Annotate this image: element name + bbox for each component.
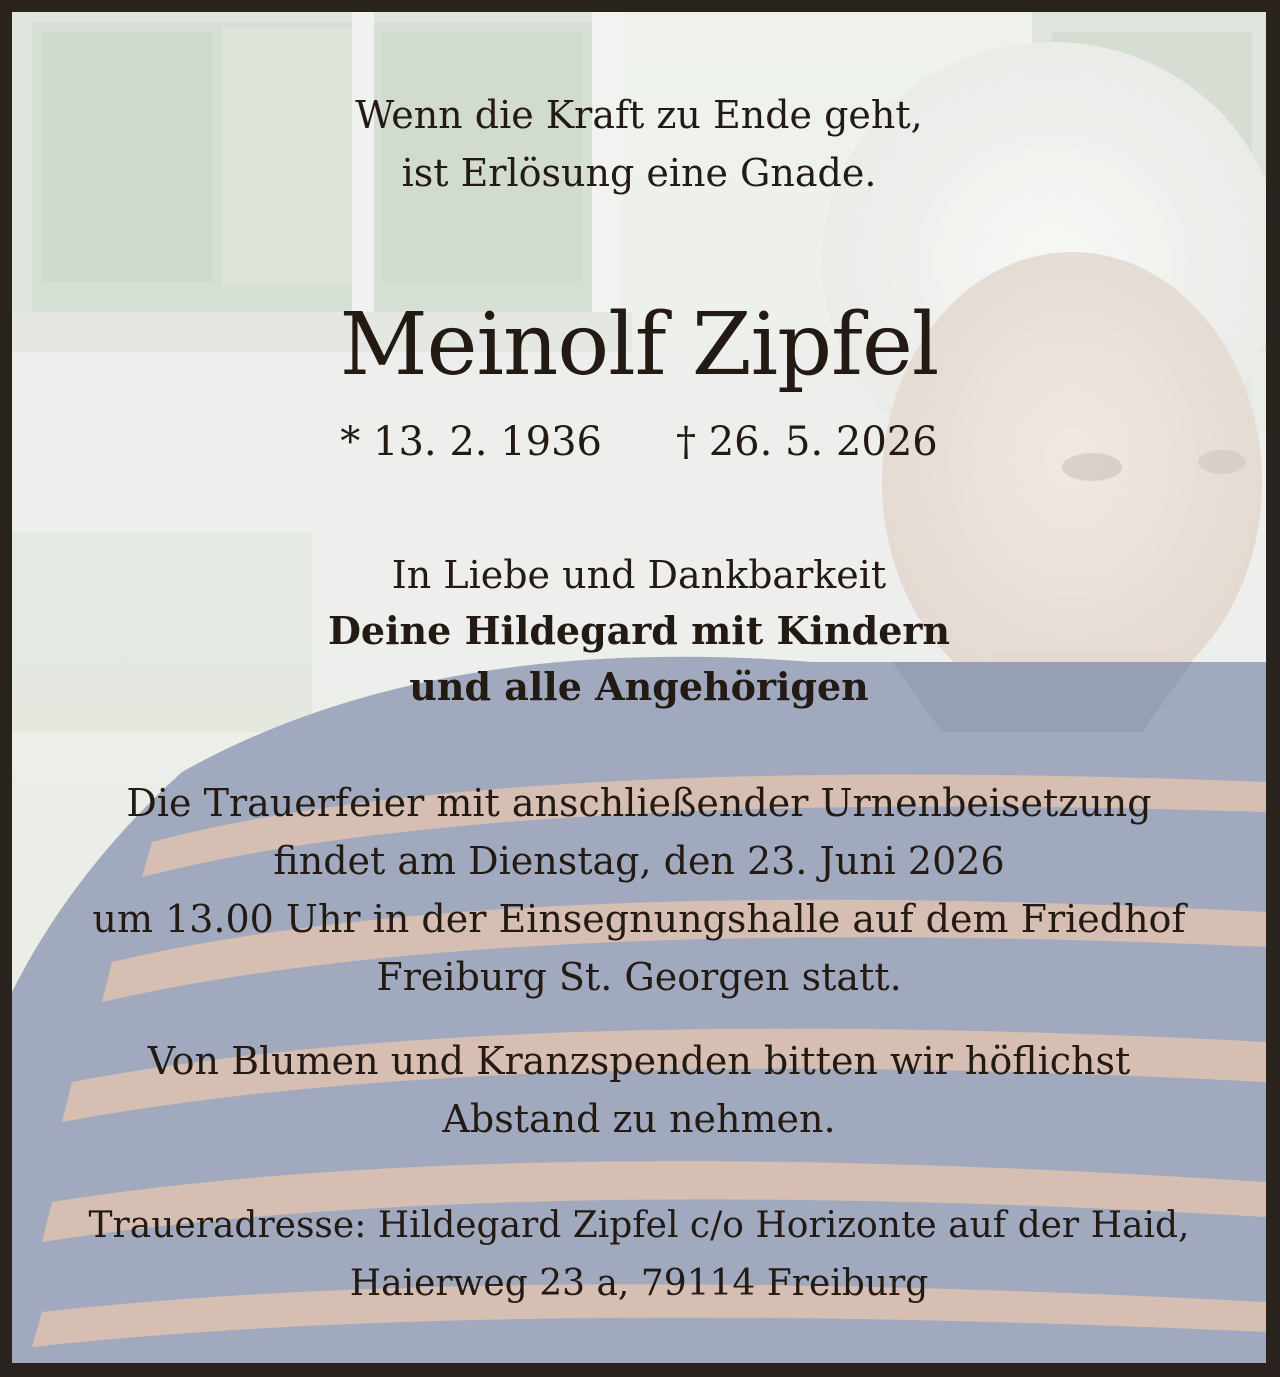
address-line-2: Haierweg 23 a, 79114 Freiburg [349, 1263, 929, 1304]
service-line-1: Die Trauerfeier mit anschließender Urnenbeisetzung [126, 781, 1152, 825]
death-date: † 26. 5. 2026 [676, 419, 938, 465]
flowers-line-1: Von Blumen und Kranzspenden bitten wir höflichst [147, 1039, 1131, 1083]
address-line-1: Traueradresse: Hildegard Zipfel c/o Horizonte auf der Haid, [88, 1205, 1190, 1246]
life-dates [12, 419, 1266, 465]
notice-text [12, 12, 1266, 1363]
birth-date: * 13. 2. 1936 [340, 419, 602, 465]
service-line-4: Freiburg St. Georgen statt. [376, 955, 902, 999]
quote-line-1: Wenn die Kraft zu Ende geht, [355, 93, 923, 137]
flowers-line-2: Abstand zu nehmen. [442, 1097, 836, 1141]
deceased-name: Meinolf Zipfel [339, 295, 939, 395]
mourners-line-2: und alle Angehörigen [409, 664, 869, 709]
quote-line-2: ist Erlösung eine Gnade. [401, 151, 877, 195]
mourners-line-1: Deine Hildegard mit Kindern [327, 608, 951, 653]
mourners-intro: In Liebe und Dankbarkeit [391, 553, 887, 597]
service-line-2: findet am Dienstag, den 23. Juni 2026 [273, 839, 1005, 883]
service-line-3: um 13.00 Uhr in der Einsegnungshalle auf dem Friedhof [92, 897, 1186, 941]
